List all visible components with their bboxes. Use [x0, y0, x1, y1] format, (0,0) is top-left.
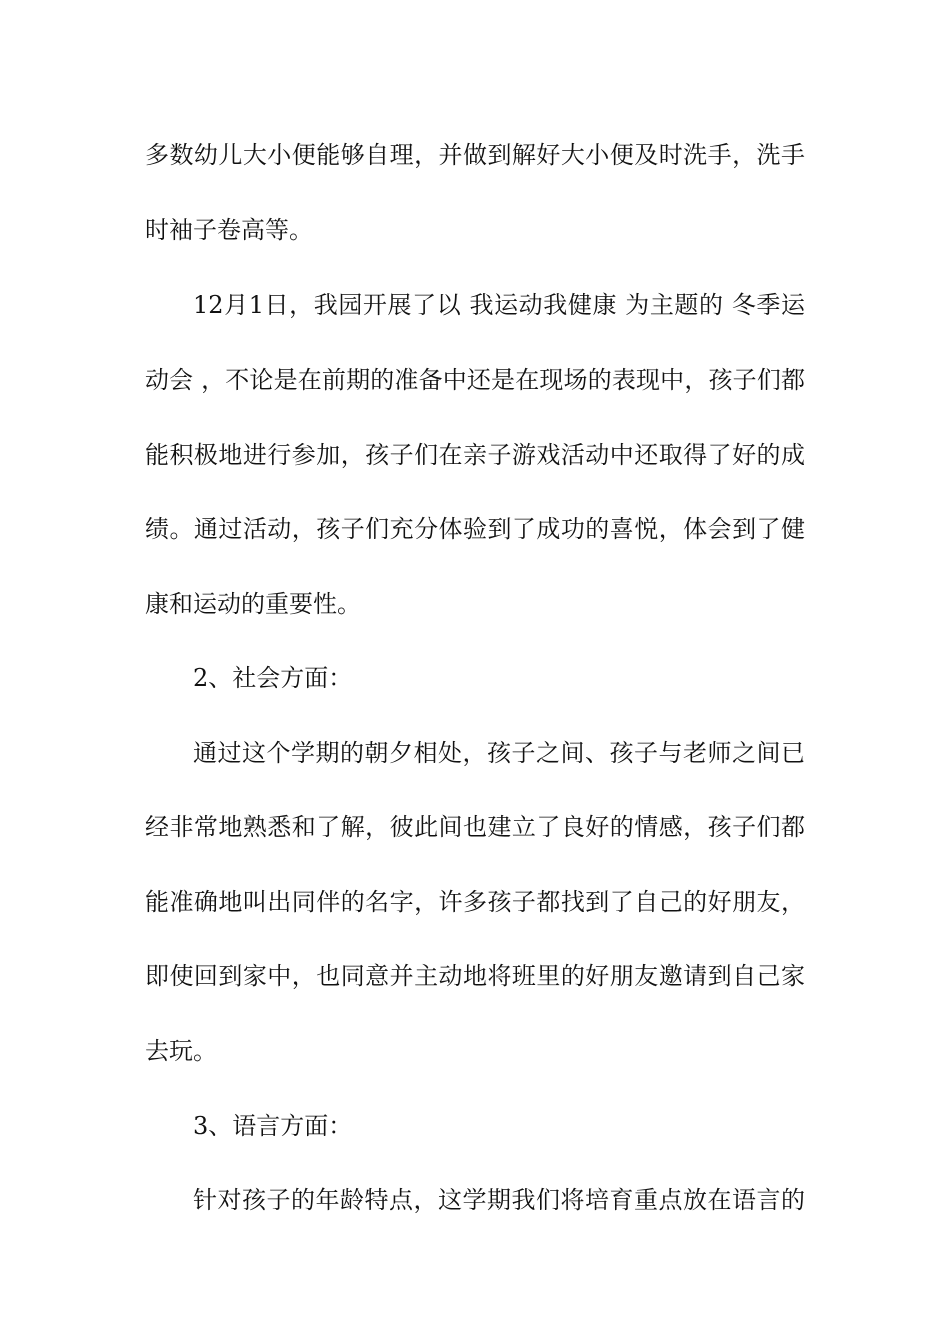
- section-heading: 3、语言方面：: [193, 1112, 353, 1140]
- section-heading: 2、社会方面：: [193, 664, 353, 692]
- paragraph-line: 能积极地进行参加，孩子们在亲子游戏活动中还取得了好的成: [145, 441, 805, 469]
- paragraph-line: 绩。通过活动，孩子们充分体验到了成功的喜悦，体会到了健: [145, 515, 805, 543]
- paragraph-line: 多数幼儿大小便能够自理，并做到解好大小便及时洗手，洗手: [145, 141, 805, 169]
- paragraph-line: 12月1日，我园开展了以 我运动我健康 为主题的 冬季运: [193, 291, 805, 319]
- paragraph-line: 动会 ，不论是在前期的准备中还是在现场的表现中，孩子们都: [145, 366, 805, 394]
- paragraph-line: 针对孩子的年龄特点，这学期我们将培育重点放在语言的: [193, 1186, 805, 1214]
- paragraph-line: 即使回到家中，也同意并主动地将班里的好朋友邀请到自己家: [145, 962, 805, 990]
- paragraph-line: 通过这个学期的朝夕相处，孩子之间、孩子与老师之间已: [193, 739, 805, 767]
- paragraph-line: 去玩。: [145, 1037, 217, 1065]
- paragraph-line: 时袖子卷高等。: [145, 216, 313, 244]
- paragraph-line: 能准确地叫出同伴的名字，许多孩子都找到了自己的好朋友，: [145, 888, 805, 916]
- paragraph-line: 经非常地熟悉和了解，彼此间也建立了良好的情感，孩子们都: [145, 813, 805, 841]
- paragraph-line: 康和运动的重要性。: [145, 590, 361, 618]
